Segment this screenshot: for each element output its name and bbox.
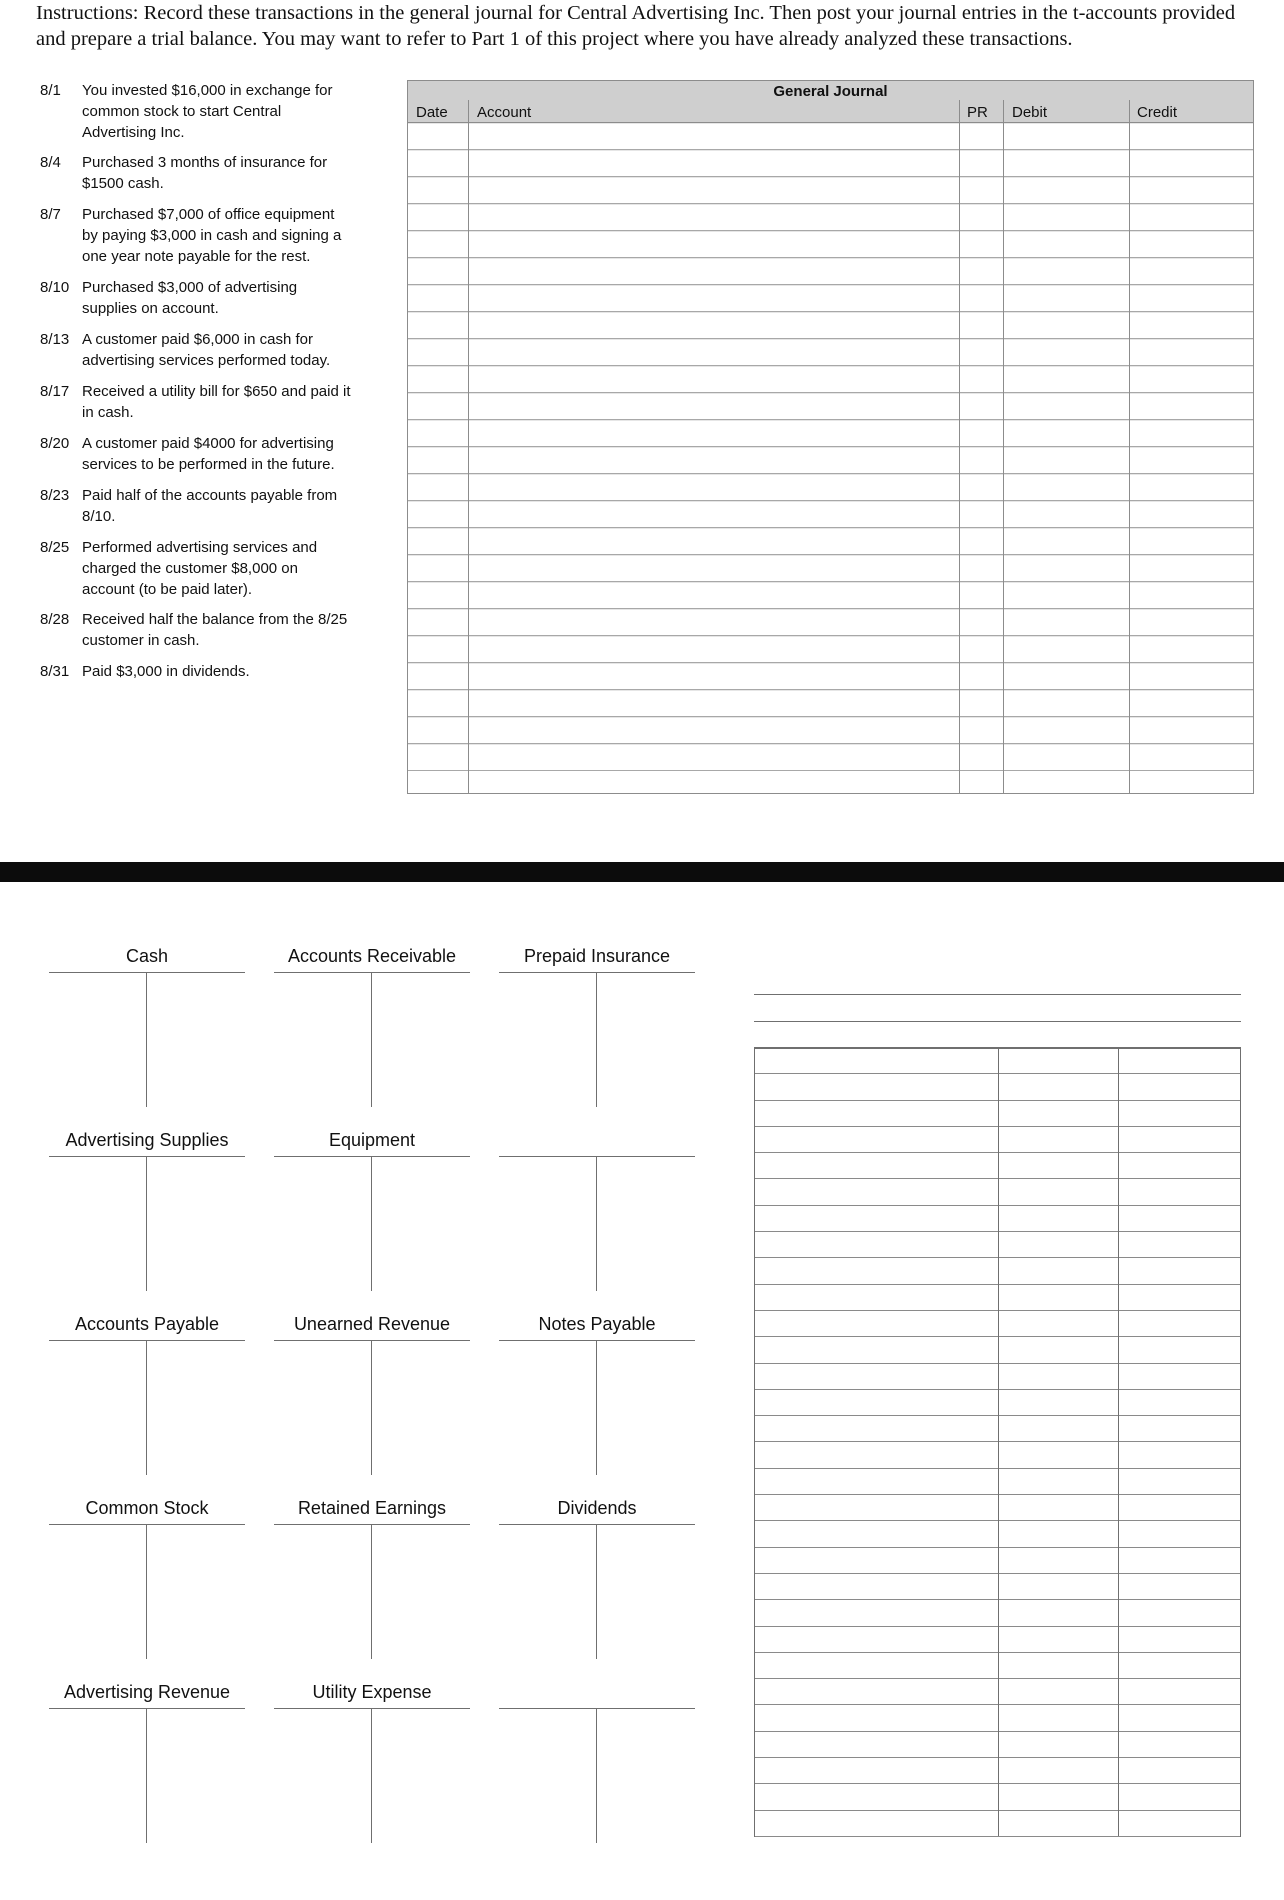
- journal-row: [408, 366, 1253, 393]
- t-account: [274, 945, 470, 1109]
- t-account-title: Advertising Supplies: [65, 1130, 229, 1150]
- journal-row: [408, 204, 1253, 231]
- journal-row: [408, 447, 1253, 474]
- t-account: [499, 1681, 695, 1845]
- transaction-text: A customer paid $6,000 in cash for advertising services performed today.: [82, 331, 331, 369]
- transaction-date: 8/23: [40, 487, 70, 504]
- section-separator: [0, 862, 1284, 882]
- journal-row: [408, 285, 1253, 312]
- transaction-text: Purchased $3,000 of advertising supplies on account.: [82, 279, 298, 317]
- transaction-text: Paid $3,000 in dividends.: [82, 663, 250, 680]
- journal-title: General Journal: [773, 83, 888, 100]
- t-account-title: Prepaid Insurance: [523, 946, 671, 966]
- t-account: [499, 945, 695, 1109]
- t-account-title: Cash: [125, 946, 169, 966]
- instructions: Instructions: Record these transactions in the general journal for Central Advertising Inc. Then post your journal entries in the t-accounts provided and prepare a trial balance. You may want to refer to Part 1 of this project where you have already analyzed these transactions.: [36, 2, 1236, 50]
- journal-row: [408, 636, 1253, 663]
- t-account: [49, 1681, 245, 1845]
- t-account: [274, 1681, 470, 1845]
- transaction-text: Received a utility bill for $650 and paid it in cash.: [82, 383, 351, 421]
- journal-row: [408, 231, 1253, 258]
- t-account-title: Notes Payable: [538, 1314, 656, 1334]
- journal-row: [408, 717, 1253, 744]
- t-account-title: Utility Expense: [312, 1682, 432, 1702]
- transaction-text: A customer paid $4000 for advertising services to be performed in the future.: [82, 435, 335, 473]
- transaction-text: Purchased $7,000 of office equipment by paying $3,000 in cash and signing a one year note payable for the rest.: [82, 206, 342, 265]
- t-account-title: Accounts Payable: [74, 1314, 220, 1334]
- journal-row: [408, 744, 1253, 771]
- t-account: [499, 1313, 695, 1477]
- journal-row: [408, 339, 1253, 366]
- journal-row: [408, 690, 1253, 717]
- t-account: [274, 1497, 470, 1661]
- trial-balance-table: [754, 1047, 1241, 1837]
- transaction-date: 8/31: [40, 663, 70, 680]
- journal-body: [408, 123, 1253, 793]
- t-account-title: Unearned Revenue: [293, 1314, 451, 1334]
- t-account: [49, 1129, 245, 1293]
- t-account-title: Accounts Receivable: [287, 946, 457, 966]
- journal-row: [408, 312, 1253, 339]
- journal-row: [408, 258, 1253, 285]
- transaction-date: 8/25: [40, 539, 70, 556]
- transaction-text: Paid half of the accounts payable from 8/10.: [82, 487, 338, 525]
- transaction-date: 8/13: [40, 331, 70, 348]
- t-account: [274, 1313, 470, 1477]
- transaction-date: 8/1: [40, 82, 61, 99]
- transaction-date: 8/4: [40, 154, 61, 171]
- transaction-text: Purchased 3 months of insurance for $1500 cash.: [82, 154, 328, 192]
- general-journal: [407, 80, 1254, 794]
- column-credit: Credit: [1137, 104, 1178, 121]
- transaction-date: 8/28: [40, 611, 70, 628]
- journal-row: [408, 609, 1253, 636]
- t-account-title: Equipment: [328, 1130, 416, 1150]
- transaction-date: 8/20: [40, 435, 70, 452]
- journal-row: [408, 528, 1253, 555]
- t-account: [499, 1129, 695, 1293]
- journal-row: [408, 501, 1253, 528]
- journal-row: [408, 474, 1253, 501]
- t-account-title: Dividends: [557, 1498, 637, 1518]
- transaction-text: Received half the balance from the 8/25 customer in cash.: [82, 611, 348, 649]
- journal-row: [408, 393, 1253, 420]
- transaction-text: Performed advertising services and charged the customer $8,000 on account (to be paid later).: [82, 539, 318, 598]
- transaction-date: 8/17: [40, 383, 70, 400]
- t-account: [49, 1313, 245, 1477]
- t-account-title: Advertising Revenue: [63, 1682, 231, 1702]
- journal-row: [408, 177, 1253, 204]
- journal-header: [408, 81, 1253, 123]
- column-pr: PR: [967, 104, 988, 121]
- t-account: [49, 945, 245, 1109]
- column-account: Account: [477, 104, 532, 121]
- transaction-date: 8/7: [40, 206, 61, 223]
- journal-row: [408, 123, 1253, 150]
- t-account: [49, 1497, 245, 1661]
- transaction-text: You invested $16,000 in exchange for common stock to start Central Advertising Inc.: [82, 82, 333, 141]
- trial-balance-heading-lines: [754, 968, 1241, 1049]
- t-account-title: Common Stock: [85, 1498, 209, 1518]
- journal-row: [408, 663, 1253, 690]
- t-account-title: Retained Earnings: [297, 1498, 447, 1518]
- journal-row: [408, 582, 1253, 609]
- column-debit: Debit: [1012, 104, 1048, 121]
- t-account: [499, 1497, 695, 1661]
- transaction-date: 8/10: [40, 279, 70, 296]
- journal-row: [408, 150, 1253, 177]
- journal-row: [408, 555, 1253, 582]
- t-account: [274, 1129, 470, 1293]
- journal-row: [408, 420, 1253, 447]
- column-date: Date: [416, 104, 448, 121]
